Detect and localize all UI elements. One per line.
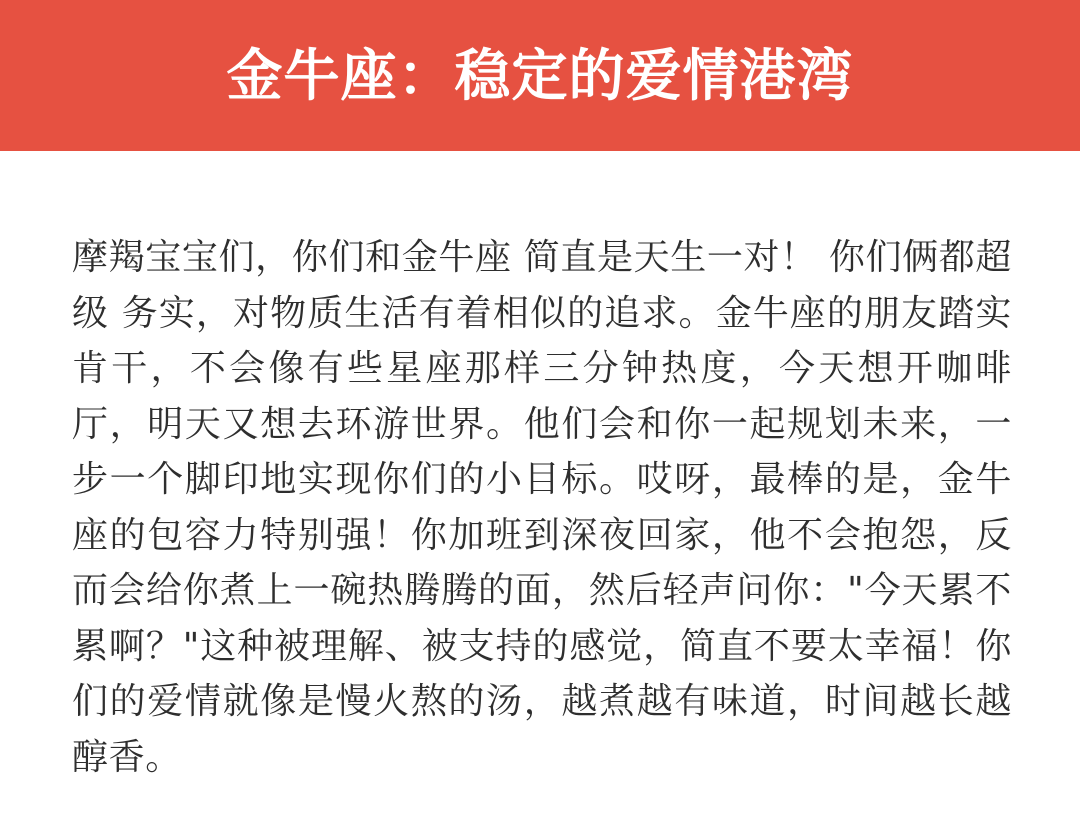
article-content [72,230,1012,785]
page-title: 金牛座：稳定的爱情港湾 [226,43,854,109]
article-paragraph: 摩羯宝宝们，你们和金牛座 简直是天生一对！ 你们俩都超级 务实，对物质生活有着相似的追求。金牛座的朋友踏实肯干，不会像有些星座那样三分钟热度，今天想开咖啡厅，明天又想去环游世界。他们会和你一起规划未来，一步一个脚印地实现你们的小目标。哎呀，最棒的是，金牛座的包容力特别强！你加班到深夜回家，他不会抱怨，反而会给你煮上一碗热腾腾的面，然后轻声问你："今天累不累啊？"这种被理解、被支持的感觉，简直不要太幸福！你们的爱情就像是慢火熬的汤，越煮越有味道，时间越长越醇香。 [72,237,1012,778]
title-banner [0,0,1080,151]
